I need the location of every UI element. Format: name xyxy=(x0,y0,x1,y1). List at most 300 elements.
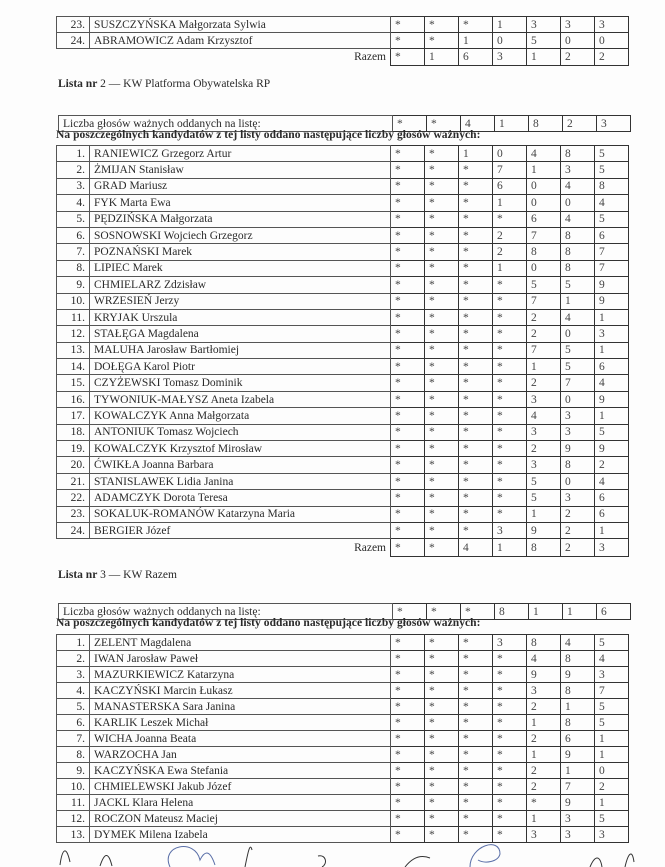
vote-digit-cell: 3 xyxy=(595,827,629,843)
list2-committee: KW Platforma Obywatelska RP xyxy=(123,78,271,90)
vote-digit-cell: * xyxy=(493,326,527,342)
vote-digit-cell: 5 xyxy=(595,699,629,715)
vote-digit-cell: * xyxy=(391,309,425,325)
vote-digit-cell: 0 xyxy=(527,178,561,194)
vote-digit-cell: 2 xyxy=(527,309,561,325)
vote-digit-cell: 5 xyxy=(561,277,595,293)
vote-digit-cell: * xyxy=(493,375,527,391)
vote-digit-cell: * xyxy=(459,359,493,375)
candidate-name: KACZYŃSKA Ewa Stefania xyxy=(90,763,391,779)
candidate-name: ĆWIKŁA Joanna Barbara xyxy=(90,457,391,473)
vote-digit-cell: * xyxy=(391,244,425,260)
vote-digit-cell: 8 xyxy=(561,651,595,667)
vote-digit-cell: * xyxy=(459,763,493,779)
candidate-row xyxy=(57,244,629,260)
candidate-name: FYK Marta Ewa xyxy=(90,195,391,211)
vote-digit-cell: 0 xyxy=(561,473,595,489)
candidate-row xyxy=(57,747,629,763)
vote-digit-cell: * xyxy=(425,375,459,391)
vote-digit-cell: 8 xyxy=(561,715,595,731)
vote-digit-cell: * xyxy=(391,195,425,211)
candidate-name: RANIEWICZ Grzegorz Artur xyxy=(90,146,391,162)
vote-digit-cell: * xyxy=(391,747,425,763)
vote-digit-cell: 4 xyxy=(527,651,561,667)
candidate-number: 11. xyxy=(57,795,90,811)
candidate-number: 19. xyxy=(57,441,90,457)
vote-digit-cell: * xyxy=(459,827,493,843)
vote-digit-cell: 1 xyxy=(495,116,529,132)
candidate-number: 5. xyxy=(57,699,90,715)
vote-digit-cell: 3 xyxy=(561,424,595,440)
vote-digit-cell: * xyxy=(425,178,459,194)
vote-digit-cell: 1 xyxy=(493,260,527,276)
vote-digit-cell: * xyxy=(391,211,425,227)
vote-digit-cell: 3 xyxy=(561,827,595,843)
vote-digit-cell: * xyxy=(459,195,493,211)
vote-digit-cell: 3 xyxy=(527,17,561,33)
vote-digit-cell: * xyxy=(391,424,425,440)
vote-digit-cell: * xyxy=(493,342,527,358)
vote-digit-cell: 5 xyxy=(561,359,595,375)
vote-digit-cell: * xyxy=(493,779,527,795)
candidate-row xyxy=(57,33,629,49)
candidate-number: 17. xyxy=(57,408,90,424)
vote-digit-cell: 2 xyxy=(527,375,561,391)
candidate-name: CZYŻEWSKI Tomasz Dominik xyxy=(90,375,391,391)
vote-digit-cell: * xyxy=(391,260,425,276)
vote-digit-cell: 6 xyxy=(527,211,561,227)
vote-digit-cell: * xyxy=(493,795,527,811)
candidate-row xyxy=(57,277,629,293)
candidate-row xyxy=(57,17,629,33)
vote-digit-cell: * xyxy=(425,326,459,342)
vote-digit-cell: 3 xyxy=(493,635,527,651)
vote-digit-cell: * xyxy=(425,457,459,473)
vote-digit-cell: 5 xyxy=(527,490,561,506)
vote-digit-cell: * xyxy=(493,667,527,683)
vote-digit-cell: 3 xyxy=(595,17,629,33)
vote-digit-cell: 8 xyxy=(527,244,561,260)
candidate-name: ŻMIJAN Stanisław xyxy=(90,162,391,178)
vote-digit-cell: * xyxy=(425,146,459,162)
list1-tail-table xyxy=(56,16,629,66)
vote-digit-cell: * xyxy=(391,227,425,243)
vote-digit-cell: 1 xyxy=(561,699,595,715)
candidate-row xyxy=(57,651,629,667)
candidate-number: 1. xyxy=(57,635,90,651)
vote-digit-cell: 6 xyxy=(595,359,629,375)
vote-digit-cell: 2 xyxy=(493,227,527,243)
vote-digit-cell: * xyxy=(391,490,425,506)
vote-digit-cell: * xyxy=(425,763,459,779)
total-row xyxy=(57,539,629,556)
vote-digit-cell: * xyxy=(391,539,425,556)
vote-digit-cell: * xyxy=(459,795,493,811)
vote-digit-cell: 0 xyxy=(527,195,561,211)
vote-digit-cell: * xyxy=(459,244,493,260)
candidate-number: 23. xyxy=(57,17,90,33)
candidate-number: 2. xyxy=(57,162,90,178)
vote-digit-cell: 3 xyxy=(527,457,561,473)
vote-digit-cell: 5 xyxy=(595,146,629,162)
vote-digit-cell: * xyxy=(459,260,493,276)
vote-digit-cell: * xyxy=(459,522,493,538)
vote-digit-cell: 6 xyxy=(595,227,629,243)
vote-digit-cell: 5 xyxy=(595,635,629,651)
vote-digit-cell: * xyxy=(425,33,459,49)
candidate-name: MAZURKIEWICZ Katarzyna xyxy=(90,667,391,683)
candidate-number: 5. xyxy=(57,211,90,227)
candidate-number: 3. xyxy=(57,178,90,194)
vote-digit-cell: 3 xyxy=(527,424,561,440)
candidate-row xyxy=(57,473,629,489)
candidate-name: GRAD Mariusz xyxy=(90,178,391,194)
candidate-number: 12. xyxy=(57,811,90,827)
vote-digit-cell: * xyxy=(425,473,459,489)
vote-digit-cell: * xyxy=(493,359,527,375)
vote-digit-cell: 0 xyxy=(561,326,595,342)
candidate-name: DYMEK Milena Izabela xyxy=(90,827,391,843)
vote-digit-cell: * xyxy=(425,260,459,276)
vote-digit-cell: 1 xyxy=(595,731,629,747)
vote-digit-cell: * xyxy=(459,715,493,731)
vote-digit-cell: * xyxy=(459,178,493,194)
vote-digit-cell: * xyxy=(425,309,459,325)
vote-digit-cell: * xyxy=(493,490,527,506)
vote-digit-cell: * xyxy=(493,811,527,827)
candidate-number: 3. xyxy=(57,667,90,683)
vote-digit-cell: 1 xyxy=(493,195,527,211)
vote-digit-cell: * xyxy=(391,522,425,538)
vote-digit-cell: 1 xyxy=(561,763,595,779)
vote-digit-cell: 3 xyxy=(493,522,527,538)
vote-digit-cell: * xyxy=(459,811,493,827)
vote-digit-cell: * xyxy=(459,683,493,699)
vote-digit-cell: 8 xyxy=(561,227,595,243)
candidate-name: MANASTERSKA Sara Janina xyxy=(90,699,391,715)
vote-digit-cell: 2 xyxy=(527,731,561,747)
vote-digit-cell: 8 xyxy=(495,604,529,620)
vote-digit-cell: 6 xyxy=(595,506,629,522)
vote-digit-cell: 1 xyxy=(527,747,561,763)
vote-digit-cell: 8 xyxy=(561,683,595,699)
vote-digit-cell: 9 xyxy=(561,795,595,811)
vote-digit-cell: 0 xyxy=(493,33,527,49)
vote-digit-cell: 1 xyxy=(493,17,527,33)
vote-digit-cell: 2 xyxy=(561,49,595,66)
vote-digit-cell: * xyxy=(493,391,527,407)
vote-digit-cell: 7 xyxy=(527,342,561,358)
candidate-name: KACZYŃSKI Marcin Łukasz xyxy=(90,683,391,699)
vote-digit-cell: 3 xyxy=(561,408,595,424)
vote-digit-cell: * xyxy=(493,827,527,843)
vote-digit-cell: 5 xyxy=(595,424,629,440)
vote-digit-cell: 2 xyxy=(527,763,561,779)
vote-digit-cell: * xyxy=(425,811,459,827)
vote-digit-cell: 7 xyxy=(527,227,561,243)
vote-digit-cell: 3 xyxy=(527,827,561,843)
vote-digit-cell: * xyxy=(493,211,527,227)
vote-digit-cell: * xyxy=(493,683,527,699)
candidate-number: 10. xyxy=(57,779,90,795)
vote-digit-cell: * xyxy=(425,211,459,227)
vote-digit-cell: * xyxy=(493,731,527,747)
vote-digit-cell: 5 xyxy=(595,211,629,227)
candidate-number: 24. xyxy=(57,522,90,538)
vote-digit-cell: 9 xyxy=(595,441,629,457)
vote-digit-cell: 1 xyxy=(527,811,561,827)
vote-digit-cell: 9 xyxy=(527,667,561,683)
vote-digit-cell: 1 xyxy=(595,795,629,811)
list3-dash: — xyxy=(108,569,121,581)
vote-digit-cell: * xyxy=(391,326,425,342)
candidate-row xyxy=(57,309,629,325)
candidate-row xyxy=(57,763,629,779)
candidate-name: SOKALUK-ROMANÓW Katarzyna Maria xyxy=(90,506,391,522)
vote-digit-cell: * xyxy=(391,763,425,779)
list3-committee: KW Razem xyxy=(123,569,177,581)
vote-digit-cell: 8 xyxy=(595,178,629,194)
candidate-row xyxy=(57,342,629,358)
vote-digit-cell: 7 xyxy=(527,293,561,309)
vote-digit-cell: 1 xyxy=(493,539,527,556)
candidate-number: 12. xyxy=(57,326,90,342)
vote-digit-cell: * xyxy=(493,506,527,522)
candidate-number: 7. xyxy=(57,244,90,260)
total-label: Razem xyxy=(354,51,386,64)
candidate-name: STAŁĘGA Magdalena xyxy=(90,326,391,342)
vote-digit-cell: * xyxy=(391,715,425,731)
candidate-name: BERGIER Józef xyxy=(90,522,391,538)
total-row xyxy=(57,49,629,66)
signatures-scribble xyxy=(0,840,665,867)
vote-digit-cell: 0 xyxy=(595,33,629,49)
vote-digit-cell: * xyxy=(493,457,527,473)
vote-digit-cell: * xyxy=(493,473,527,489)
vote-digit-cell: * xyxy=(425,244,459,260)
vote-digit-cell: 8 xyxy=(561,146,595,162)
vote-digit-cell: * xyxy=(459,375,493,391)
vote-digit-cell: 5 xyxy=(595,162,629,178)
vote-digit-cell: * xyxy=(459,391,493,407)
vote-digit-cell: * xyxy=(493,763,527,779)
candidate-name: WRZESIEŃ Jerzy xyxy=(90,293,391,309)
vote-digit-cell: * xyxy=(391,49,425,66)
candidate-row xyxy=(57,667,629,683)
vote-digit-cell: * xyxy=(459,731,493,747)
candidate-row xyxy=(57,441,629,457)
vote-digit-cell: * xyxy=(425,827,459,843)
candidate-name: ABRAMOWICZ Adam Krzysztof xyxy=(90,33,391,49)
vote-digit-cell: * xyxy=(391,162,425,178)
candidate-row xyxy=(57,391,629,407)
candidate-name: DOŁĘGA Karol Piotr xyxy=(90,359,391,375)
candidate-number: 10. xyxy=(57,293,90,309)
candidate-name: ANTONIUK Tomasz Wojciech xyxy=(90,424,391,440)
list3-candidates-intro: Na poszczególnych kandydatów z tej listy oddano następujące liczby głosów ważnych: xyxy=(56,617,481,629)
candidate-number: 15. xyxy=(57,375,90,391)
candidate-row xyxy=(57,227,629,243)
candidate-row xyxy=(57,699,629,715)
vote-digit-cell: * xyxy=(391,731,425,747)
candidate-row xyxy=(57,506,629,522)
vote-digit-cell: * xyxy=(425,699,459,715)
vote-digit-cell: * xyxy=(391,293,425,309)
candidate-name: LIPIEC Marek xyxy=(90,260,391,276)
vote-digit-cell: * xyxy=(391,795,425,811)
vote-digit-cell: 1 xyxy=(527,49,561,66)
vote-digit-cell: * xyxy=(391,779,425,795)
vote-digit-cell: * xyxy=(391,375,425,391)
vote-digit-cell: * xyxy=(493,747,527,763)
candidate-row xyxy=(57,424,629,440)
candidate-row xyxy=(57,635,629,651)
list2-number: 2 xyxy=(100,78,106,90)
candidate-row xyxy=(57,146,629,162)
candidate-name: TYWONIUK-MAŁYSZ Aneta Izabela xyxy=(90,391,391,407)
vote-digit-cell: 5 xyxy=(527,33,561,49)
vote-digit-cell: * xyxy=(425,441,459,457)
candidate-row xyxy=(57,683,629,699)
vote-digit-cell: * xyxy=(391,408,425,424)
vote-digit-cell: * xyxy=(459,441,493,457)
vote-digit-cell: 3 xyxy=(561,17,595,33)
vote-digit-cell: 0 xyxy=(561,391,595,407)
vote-digit-cell: 9 xyxy=(595,391,629,407)
vote-digit-cell: * xyxy=(459,699,493,715)
vote-digit-cell: 8 xyxy=(527,635,561,651)
candidate-number: 6. xyxy=(57,715,90,731)
candidate-name: WICHA Joanna Beata xyxy=(90,731,391,747)
candidate-number: 8. xyxy=(57,260,90,276)
vote-digit-cell: * xyxy=(459,457,493,473)
candidate-name: POZNAŃSKI Marek xyxy=(90,244,391,260)
vote-digit-cell: * xyxy=(425,391,459,407)
vote-digit-cell: * xyxy=(425,162,459,178)
vote-digit-cell: 2 xyxy=(561,539,595,556)
vote-digit-cell: 8 xyxy=(561,457,595,473)
vote-digit-cell: 1 xyxy=(595,408,629,424)
vote-digit-cell: 2 xyxy=(595,457,629,473)
vote-digit-cell: * xyxy=(493,715,527,731)
vote-digit-cell: 2 xyxy=(595,49,629,66)
vote-digit-cell: 2 xyxy=(563,116,597,132)
candidate-row xyxy=(57,375,629,391)
vote-digit-cell: * xyxy=(459,17,493,33)
candidate-number: 18. xyxy=(57,424,90,440)
vote-digit-cell: * xyxy=(459,342,493,358)
candidate-name: PĘDZIŃSKA Małgorzata xyxy=(90,211,391,227)
candidate-row xyxy=(57,178,629,194)
vote-digit-cell: * xyxy=(425,522,459,538)
vote-digit-cell: * xyxy=(425,342,459,358)
vote-digit-cell: 1 xyxy=(425,49,459,66)
vote-digit-cell: * xyxy=(493,699,527,715)
vote-digit-cell: * xyxy=(425,490,459,506)
vote-digit-cell: 8 xyxy=(561,244,595,260)
vote-digit-cell: 4 xyxy=(527,146,561,162)
candidate-name: CHMIELARZ Zdzisław xyxy=(90,277,391,293)
vote-digit-cell: 8 xyxy=(561,260,595,276)
candidate-row xyxy=(57,522,629,538)
vote-digit-cell: * xyxy=(425,17,459,33)
candidate-name: KARLIK Leszek Michał xyxy=(90,715,391,731)
candidate-number: 11. xyxy=(57,309,90,325)
vote-digit-cell: 5 xyxy=(527,473,561,489)
vote-digit-cell: 6 xyxy=(493,178,527,194)
vote-digit-cell: 7 xyxy=(561,779,595,795)
vote-digit-cell: 9 xyxy=(561,747,595,763)
vote-digit-cell: * xyxy=(393,604,427,620)
vote-digit-cell: 2 xyxy=(527,441,561,457)
vote-digit-cell: * xyxy=(527,795,561,811)
candidate-name: MALUHA Jarosław Bartłomiej xyxy=(90,342,391,358)
vote-digit-cell: 1 xyxy=(527,506,561,522)
vote-digit-cell: 1 xyxy=(595,342,629,358)
vote-digit-cell: * xyxy=(391,33,425,49)
vote-digit-cell: * xyxy=(425,277,459,293)
list3-heading xyxy=(58,569,177,581)
vote-digit-cell: 1 xyxy=(527,359,561,375)
vote-digit-cell: 6 xyxy=(459,49,493,66)
candidate-number: 22. xyxy=(57,490,90,506)
vote-digit-cell: 7 xyxy=(595,244,629,260)
vote-digit-cell: * xyxy=(459,211,493,227)
vote-digit-cell: * xyxy=(459,651,493,667)
vote-digit-cell: * xyxy=(459,326,493,342)
vote-digit-cell: 3 xyxy=(527,391,561,407)
candidate-number: 7. xyxy=(57,731,90,747)
vote-digit-cell: 0 xyxy=(493,146,527,162)
vote-digit-cell: 4 xyxy=(595,651,629,667)
candidate-number: 9. xyxy=(57,763,90,779)
candidate-number: 4. xyxy=(57,683,90,699)
list3-number: 3 xyxy=(100,569,106,581)
vote-digit-cell: * xyxy=(459,635,493,651)
candidate-name: CHMIELEWSKI Jakub Józef xyxy=(90,779,391,795)
vote-digit-cell: * xyxy=(425,408,459,424)
vote-digit-cell: 9 xyxy=(595,277,629,293)
vote-digit-cell: 7 xyxy=(595,683,629,699)
vote-digit-cell: * xyxy=(493,277,527,293)
vote-digit-cell: * xyxy=(391,17,425,33)
vote-digit-cell: * xyxy=(391,277,425,293)
candidate-row xyxy=(57,293,629,309)
list2-candidates-table xyxy=(56,145,629,557)
vote-digit-cell: 4 xyxy=(595,473,629,489)
vote-digit-cell: 2 xyxy=(493,244,527,260)
vote-digit-cell: * xyxy=(459,747,493,763)
vote-digit-cell: 3 xyxy=(595,539,629,556)
vote-digit-cell: 2 xyxy=(561,522,595,538)
vote-digit-cell: * xyxy=(425,539,459,556)
vote-digit-cell: 3 xyxy=(561,490,595,506)
vote-digit-cell: * xyxy=(459,227,493,243)
vote-digit-cell: 0 xyxy=(561,33,595,49)
vote-digit-cell: 4 xyxy=(527,408,561,424)
vote-digit-cell: 0 xyxy=(527,260,561,276)
vote-digit-cell: * xyxy=(391,683,425,699)
candidate-name: SUSZCZYŃSKA Małgorzata Sylwia xyxy=(90,17,391,33)
vote-digit-cell: * xyxy=(425,635,459,651)
vote-digit-cell: * xyxy=(425,747,459,763)
vote-digit-cell: * xyxy=(427,116,461,132)
vote-digit-cell: 0 xyxy=(561,195,595,211)
candidate-number: 14. xyxy=(57,359,90,375)
vote-digit-cell: * xyxy=(461,604,495,620)
vote-digit-cell: * xyxy=(391,827,425,843)
vote-digit-cell: 3 xyxy=(595,326,629,342)
